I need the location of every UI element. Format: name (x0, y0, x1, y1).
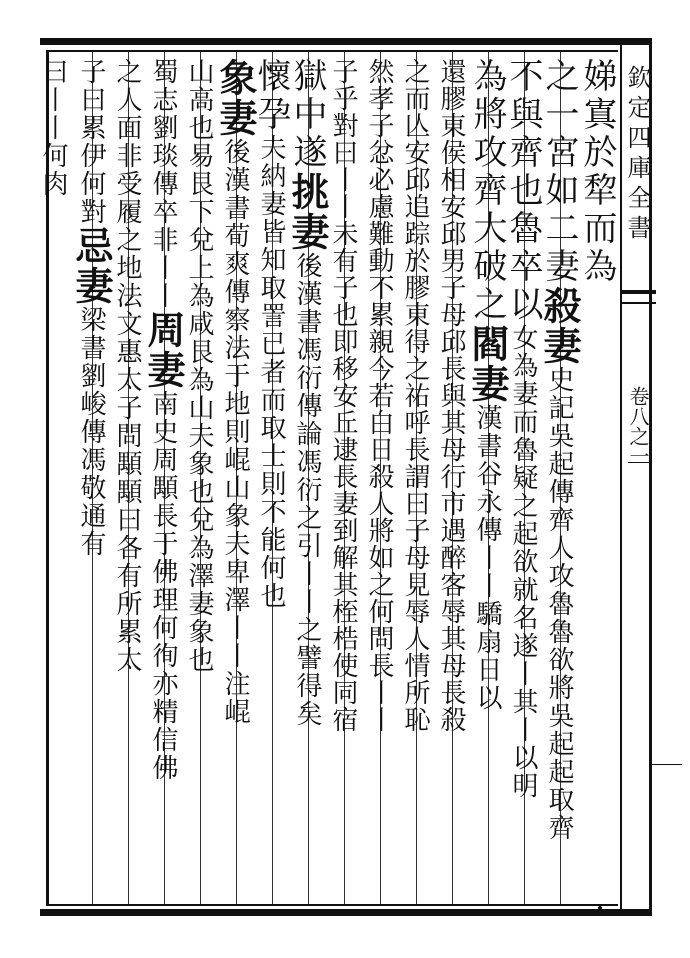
column-text: 子曰累伊何對 (76, 58, 106, 226)
column-text: 為將攻齊大破之 (467, 58, 507, 324)
commentary: 後漢書荀爽傳察法于地則崐山象夫卑澤丨丨注崐 (220, 138, 250, 726)
column-text: 之而亾安邱追踪於膠東得之祐呼長謂曰子母見辱人情所恥 (400, 58, 430, 733)
column-text: 子乎對曰丨丨未有子也即移安丘逮長妻到解其桎梏使同宿 (328, 58, 358, 733)
commentary: 後漢書馮衍傳論馮衍之引丨丨之譬得矣 (292, 252, 322, 728)
column-text: 曰丨丨何肉 (38, 58, 68, 198)
column-text: 之人面非受履之地 (112, 58, 142, 282)
text-column (360, 58, 398, 898)
text-column (504, 58, 542, 898)
column-text: 獄中遂 (287, 58, 327, 172)
text-column (141, 58, 186, 898)
text-column (180, 58, 218, 898)
text-column (285, 58, 330, 898)
column-text: 然孝子忿必慮難動不累親今若白日殺人將如之何問長丨丨 (364, 58, 394, 733)
commentary: 漢書谷永傳丨丨驕扇日以 (472, 404, 502, 712)
text-column (69, 58, 114, 898)
commentary: 南史周顒長于佛理何徇亦精信佛 (148, 390, 178, 782)
column-text: 娣寘於犂而為 (577, 58, 617, 286)
text-column (465, 58, 510, 898)
commentary: 史記吳起傳齊人攻魯魯欲將吳起起取齊 (544, 366, 574, 842)
entry-heading: 忌妻 (69, 226, 114, 306)
text-column (537, 58, 582, 898)
commentary: 女為妻而魯疑之起欲就名遂丨其丨以明 (508, 324, 538, 800)
text-column (432, 58, 470, 898)
punch-dot (598, 906, 602, 910)
commentary: 夫納妻皆知取詈已者而取士則不能何也 (256, 134, 286, 610)
text-column (578, 58, 616, 898)
column-text: 不與齊也魯卒以 (503, 58, 543, 324)
entry-heading: 閻妻 (465, 324, 510, 404)
column-text: 懷孕 (251, 58, 291, 134)
column-text: 之一宮如二妻 (539, 58, 579, 286)
column-text: 山高也易艮下兌上為咸艮為山夫象也兌為澤妻象也 (184, 58, 214, 674)
entry-heading: 挑妻 (285, 172, 330, 252)
fishtail-mark (620, 290, 656, 304)
commentary: 梁書劉峻傳馮敬通有 (76, 306, 106, 558)
text-column (252, 58, 290, 898)
text-column (108, 58, 146, 898)
volume-label: 卷八之一 (626, 386, 650, 466)
text-column (396, 58, 434, 898)
text-column (38, 58, 72, 898)
page-marker (628, 462, 650, 467)
commentary: 法文惠太子問顒顒曰各有所累太 (112, 282, 142, 674)
column-text: 還膠東侯相安邱男子母邱長與其母行市遇醉客辱其母長殺 (436, 58, 466, 733)
entry-heading: 殺妻 (537, 286, 582, 366)
margin-tick (652, 764, 682, 765)
book-title: 欽定四庫全書 (623, 65, 651, 245)
commentary: 蜀志劉琰傳卒非丨丨 (148, 58, 178, 310)
margin-column (620, 45, 652, 911)
entry-heading: 象妻 (213, 58, 258, 138)
text-column (213, 58, 258, 898)
entry-heading: 周妻 (141, 310, 186, 390)
